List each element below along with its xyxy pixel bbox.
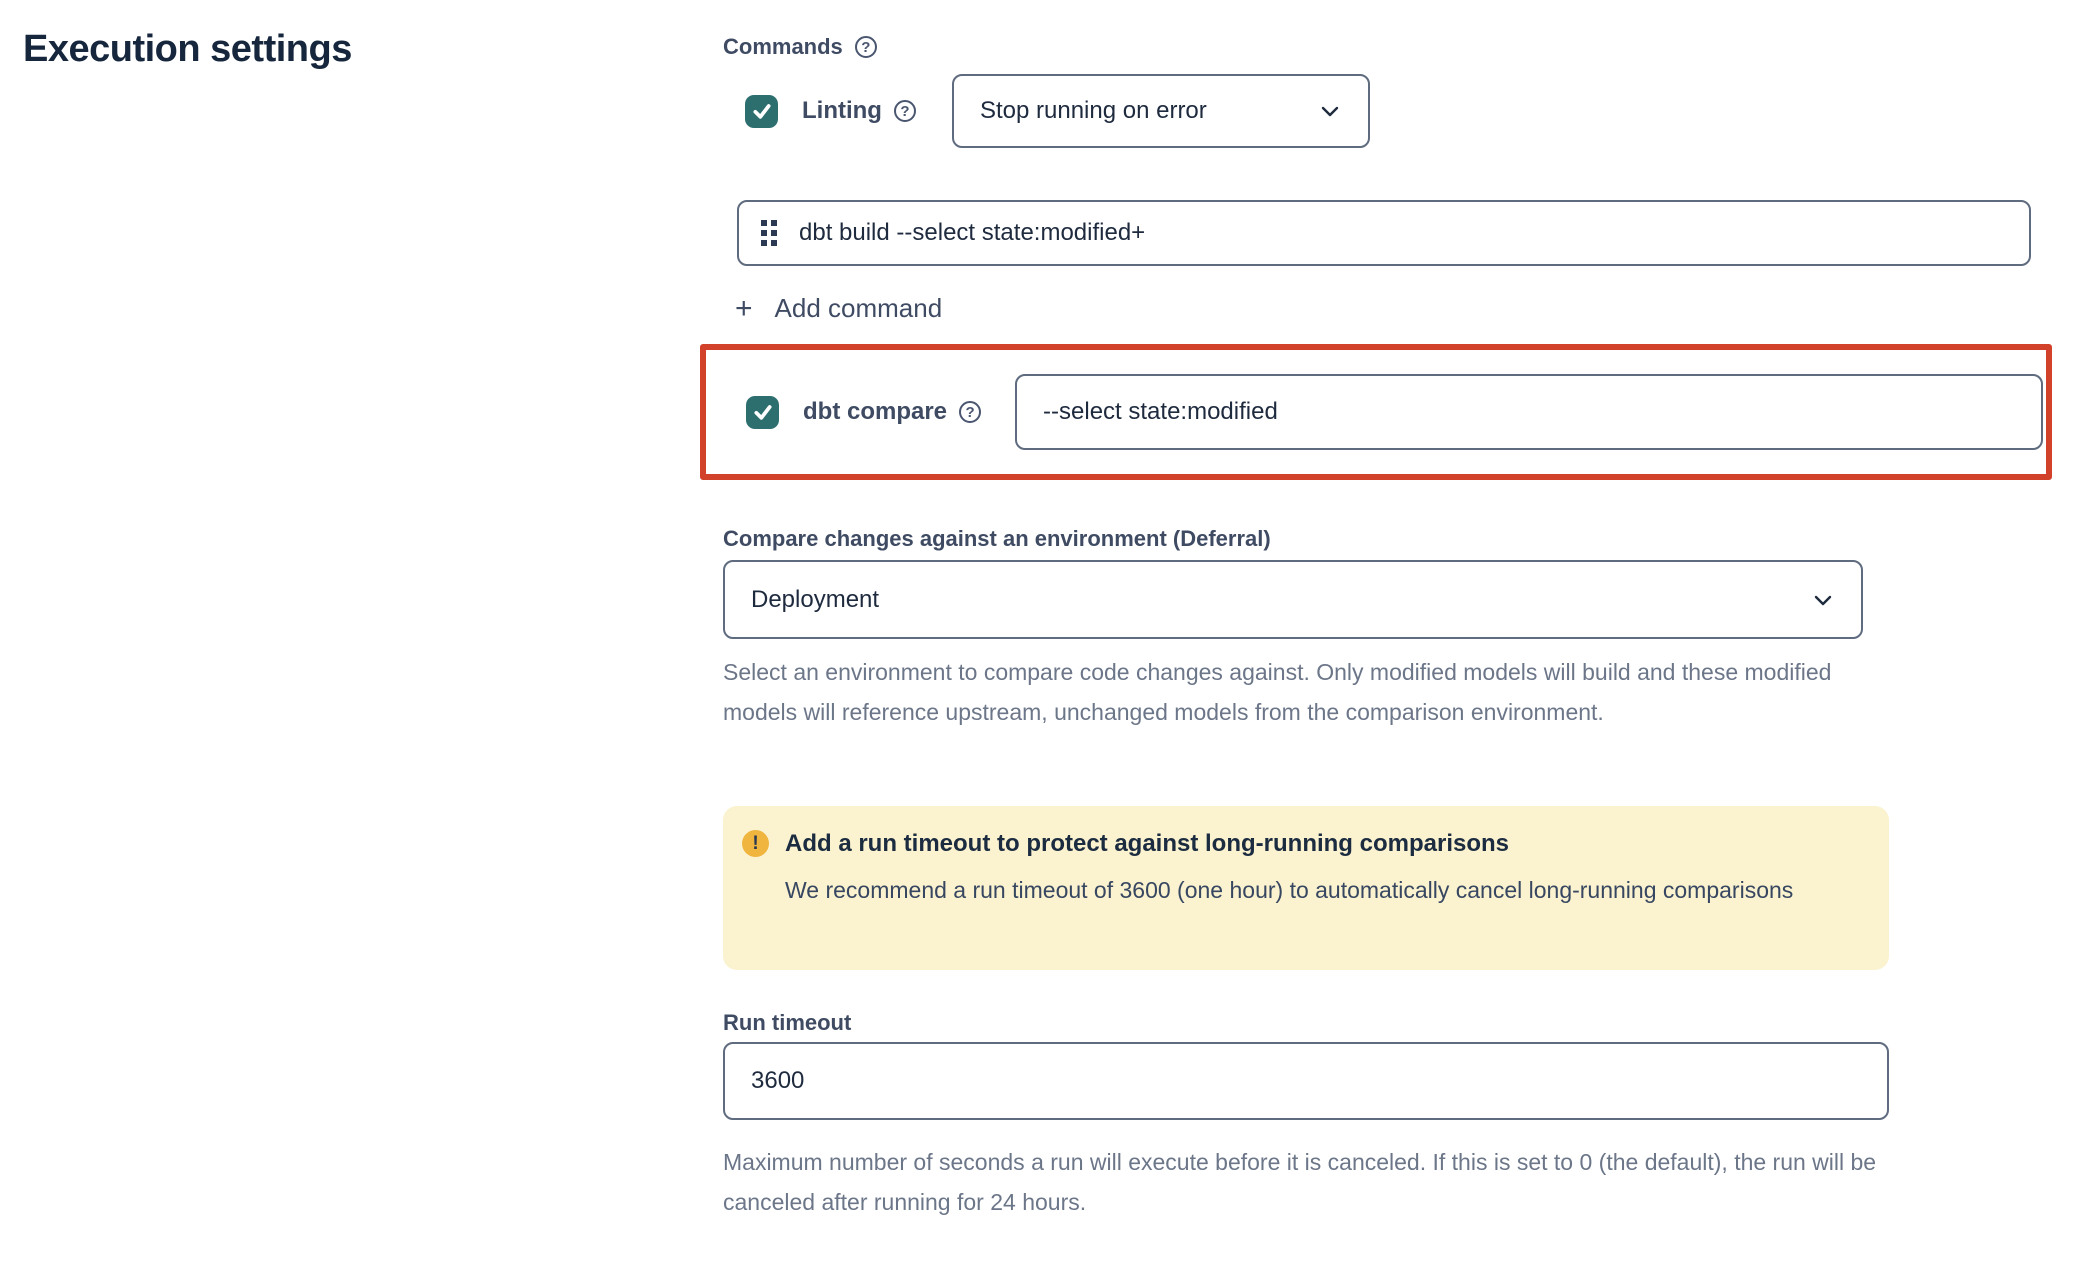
checkmark-icon bbox=[753, 402, 773, 422]
add-command-button[interactable] bbox=[735, 293, 942, 324]
command-row[interactable] bbox=[737, 200, 2031, 266]
add-command-label: Add command bbox=[774, 293, 943, 323]
dbt-compare-label: dbt compare bbox=[803, 398, 948, 425]
run-timeout-input[interactable] bbox=[723, 1042, 1889, 1120]
timeout-warning-body: We recommend a run timeout of 3600 (one hour) to automatically cancel long-running comparisons bbox=[785, 877, 1794, 903]
linting-checkbox[interactable] bbox=[745, 95, 778, 128]
run-timeout-help-text: Maximum number of seconds a run will execute before it is canceled. If this is set to 0 (the default), the run will be canceled after running for 24 hours. bbox=[723, 1149, 1877, 1215]
commands-section-header bbox=[723, 34, 877, 60]
deferral-help-text: Select an environment to compare code changes against. Only modified models will build and these modified models will reference upstream, unchanged models from the comparison environment. bbox=[723, 659, 1832, 725]
linting-behavior-value: Stop running on error bbox=[979, 97, 1207, 124]
dbt-compare-input[interactable] bbox=[1015, 374, 2043, 450]
command-value[interactable]: dbt build --select state:modified+ bbox=[799, 219, 1146, 246]
commands-label: Commands bbox=[723, 34, 843, 59]
timeout-warning-callout bbox=[723, 806, 1889, 970]
linting-row bbox=[745, 74, 1370, 148]
linting-label: Linting bbox=[802, 97, 882, 124]
timeout-warning-content bbox=[785, 828, 1815, 910]
chevron-down-icon bbox=[1811, 588, 1835, 612]
annotation-highlight bbox=[700, 344, 2052, 480]
warning-icon: ! bbox=[742, 830, 769, 857]
deferral-environment-select[interactable] bbox=[723, 560, 1863, 639]
dbt-compare-help-icon[interactable]: ? bbox=[959, 401, 981, 423]
dbt-compare-row bbox=[706, 374, 2046, 450]
deferral-environment-value: Deployment bbox=[751, 585, 880, 613]
commands-help-icon[interactable]: ? bbox=[855, 36, 877, 58]
dbt-compare-checkbox[interactable] bbox=[746, 396, 779, 429]
timeout-warning-title: Add a run timeout to protect against long-running comparisons bbox=[785, 830, 1510, 857]
page-title: Execution settings bbox=[23, 28, 352, 70]
plus-icon: + bbox=[735, 291, 753, 325]
drag-handle-icon[interactable] bbox=[761, 220, 777, 246]
chevron-down-icon bbox=[1318, 99, 1342, 123]
deferral-label: Compare changes against an environment (Deferral) bbox=[723, 526, 1271, 551]
linting-behavior-select[interactable] bbox=[952, 74, 1370, 148]
checkmark-icon bbox=[752, 101, 772, 121]
linting-help-icon[interactable]: ? bbox=[894, 100, 916, 122]
run-timeout-label: Run timeout bbox=[723, 1010, 852, 1035]
